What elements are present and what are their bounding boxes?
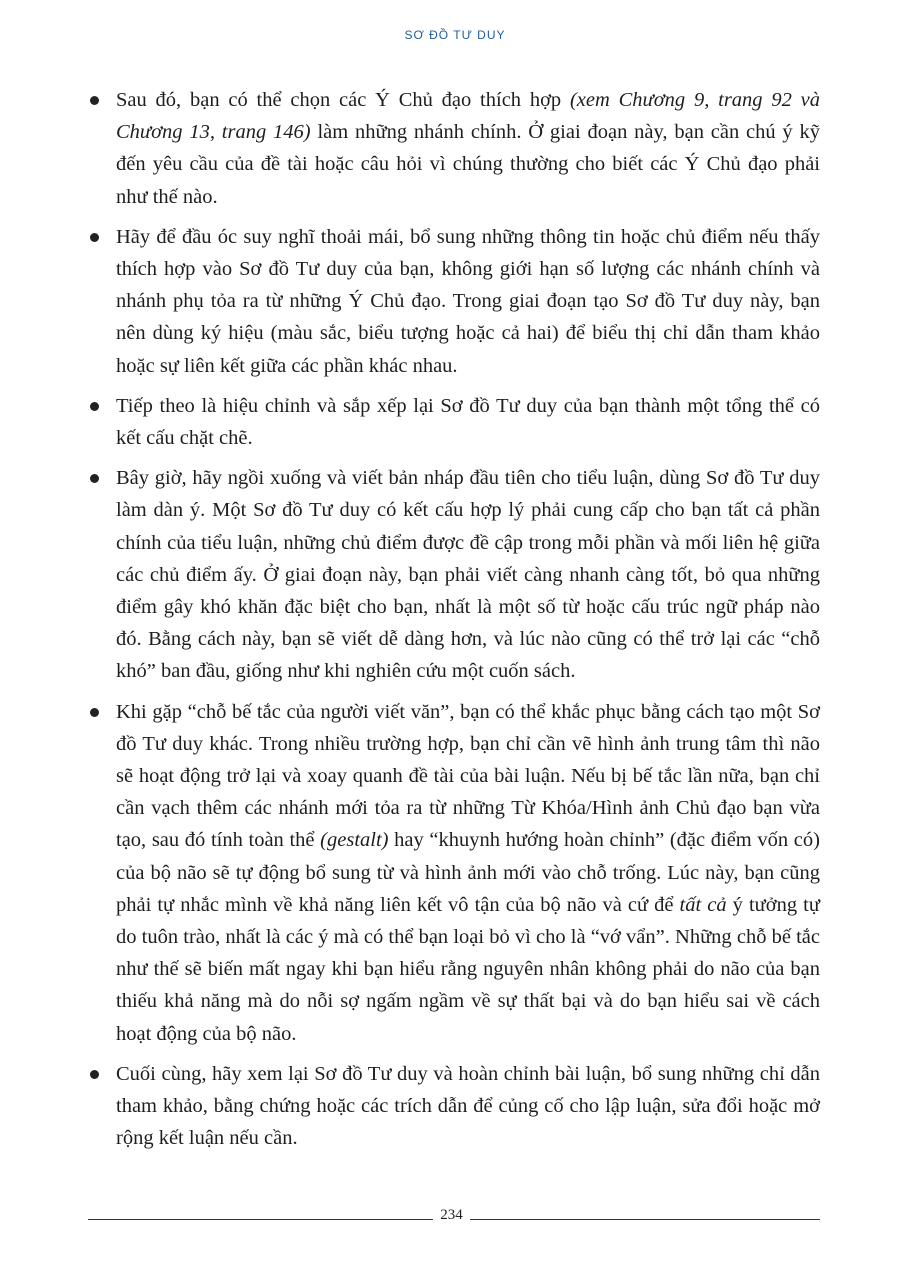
chapter-reference: (xem Chương 9, trang 92 và Chương 13, trang 146) xyxy=(116,89,820,144)
bullet-list xyxy=(88,84,820,1155)
footer-rule-left xyxy=(88,1219,433,1220)
paragraph-text: làm những nhánh chính. Ở giai đoạn này, bạn cần chú ý kỹ đến yêu cầu của đề tài hoặc câu hỏi vì chúng thường cho biết các Ý Chủ đạo phải như thế nào. xyxy=(116,121,821,208)
list-item xyxy=(88,221,820,382)
page-body xyxy=(88,84,820,1163)
running-header: SƠ ĐỒ TƯ DUY xyxy=(404,28,506,42)
bullet-icon xyxy=(90,402,99,411)
list-item xyxy=(88,390,820,454)
footer-rule-right xyxy=(470,1219,820,1220)
page-number: 234 xyxy=(440,1207,463,1223)
paragraph-text: Bây giờ, hãy ngồi xuống và viết bản nháp đầu tiên cho tiểu luận, dùng Sơ đồ Tư duy làm dàn ý. Một Sơ đồ Tư duy có kết cấu hợp lý phải cung cấp cho bạn tất cả phần chính của tiểu luận, những chủ điểm được đề cập trong mỗi phần và mối liên hệ giữa các chủ điểm ấy. Ở giai đoạn này, bạn phải viết càng nhanh càng tốt, bỏ qua những điểm gây khó khăn đặc biệt cho bạn, nhất là một số từ hoặc cấu trúc ngữ pháp nào đó. Bằng cách này, bạn sẽ viết dễ dàng hơn, và lúc nào cũng có thể trở lại các “chỗ khó” ban đầu, giống như khi nghiên cứu một cuốn sách. xyxy=(116,467,820,683)
paragraph-text: ý tưởng tự do tuôn trào, nhất là các ý mà có thể bạn loại bỏ vì cho là “vớ vẩn”. Những chỗ bế tắc như thế sẽ biến mất ngay khi bạn hiểu rằng nguyên nhân không phải do não của bạn thiếu khả năng mà do nỗi sợ ngấm ngầm về sự thất bại và do bạn hiểu sai về cách hoạt động của bộ não. xyxy=(116,893,820,1045)
bullet-icon xyxy=(90,1070,99,1079)
list-item xyxy=(88,462,820,687)
bullet-icon xyxy=(90,233,99,242)
list-item xyxy=(88,84,820,213)
list-item xyxy=(88,1058,820,1155)
paragraph-text: Sau đó, bạn có thể chọn các Ý Chủ đạo thích hợp xyxy=(116,89,570,111)
paragraph-text: Khi gặp “chỗ bế tắc của người viết văn”, bạn có thể khắc phục bằng cách tạo một Sơ đồ Tư duy khác. Trong nhiều trường hợp, bạn chỉ cần vẽ hình ảnh trung tâm thì não sẽ hoạt động trở lại và xoay quanh đề tài của bài luận. Nếu bị bế tắc lần nữa, bạn chỉ cần vạch thêm các nhánh mới tỏa ra từ những Từ Khóa/Hình ảnh Chủ đạo bạn vừa tạo, sau đó tính toàn thể xyxy=(116,700,820,852)
bullet-icon xyxy=(90,96,99,105)
bullet-icon xyxy=(90,708,99,717)
emphasis-text: tất cả xyxy=(679,893,727,916)
list-item xyxy=(88,696,820,1050)
paragraph-text: hay “khuynh hướng hoàn chỉnh” (đặc điểm vốn có) của bộ não sẽ tự động bổ sung từ và hình ảnh mới vào chỗ trống. Lúc này, bạn cũng phải tự nhắc mình về khả năng liên kết vô tận của bộ não và cứ để xyxy=(116,829,820,916)
bullet-icon xyxy=(90,474,99,483)
gestalt-term: (gestalt) xyxy=(320,829,389,852)
paragraph-text: Hãy để đầu óc suy nghĩ thoải mái, bổ sung những thông tin hoặc chủ điểm nếu thấy thích hợp vào Sơ đồ Tư duy của bạn, không giới hạn số lượng các nhánh chính và nhánh phụ tỏa ra từ những Ý Chủ đạo. Trong giai đoạn tạo Sơ đồ Tư duy này, bạn nên dùng ký hiệu (màu sắc, biểu tượng hoặc cả hai) để biểu thị chỉ dẫn tham khảo hoặc sự liên kết giữa các phần khác nhau. xyxy=(116,225,820,377)
paragraph-text: Cuối cùng, hãy xem lại Sơ đồ Tư duy và hoàn chỉnh bài luận, bổ sung những chỉ dẫn tham khảo, bằng chứng hoặc các trích dẫn để củng cố cho lập luận, sửa đổi hoặc mở rộng kết luận nếu cần. xyxy=(116,1062,820,1150)
paragraph-text: Tiếp theo là hiệu chỉnh và sắp xếp lại Sơ đồ Tư duy của bạn thành một tổng thể có kết cấu chặt chẽ. xyxy=(116,394,820,450)
page-footer xyxy=(88,1207,820,1227)
